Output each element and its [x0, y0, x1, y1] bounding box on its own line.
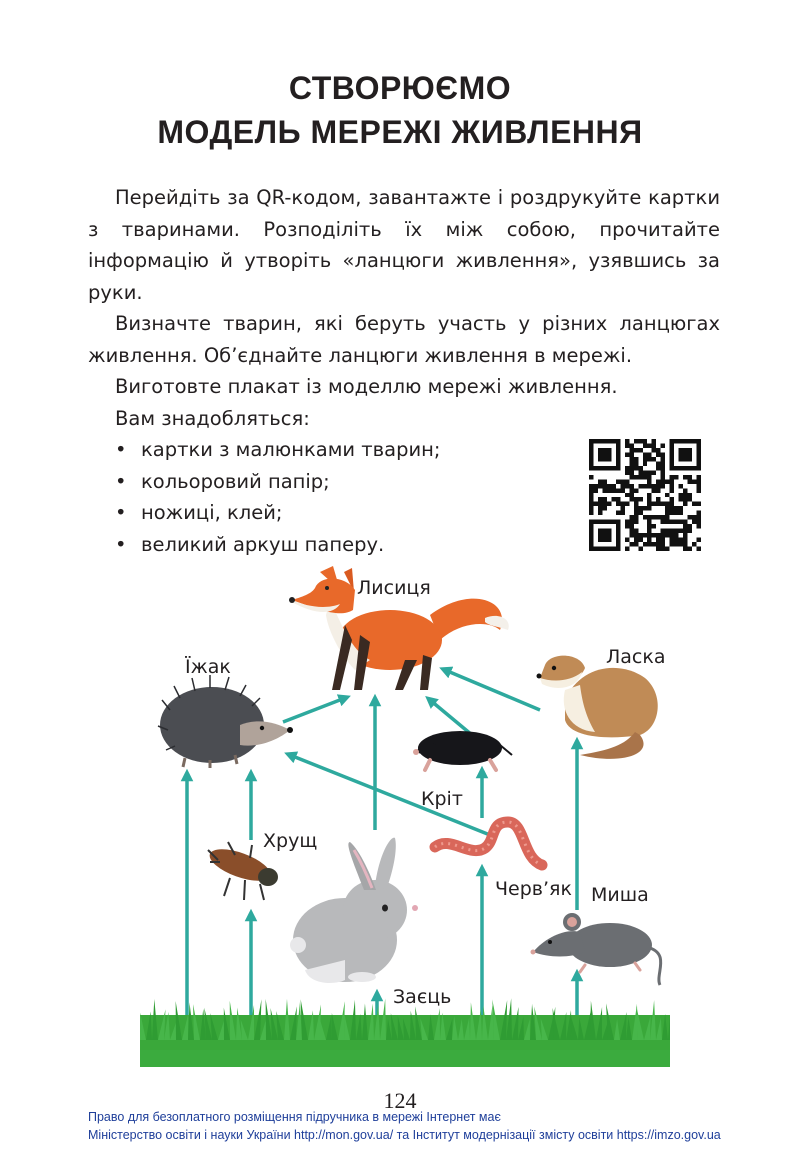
page-title — [0, 66, 800, 154]
list-item: • великий аркуш паперу. — [88, 529, 720, 561]
list-item: • кольоровий папір; — [88, 466, 720, 498]
bullet-icon: • — [115, 532, 127, 556]
arrow-weasel-fox — [445, 670, 540, 710]
page-number: 124 — [383, 1088, 417, 1113]
list-item: • картки з малюнками тварин; — [88, 434, 720, 466]
arrow-mole-fox — [430, 700, 472, 735]
worm-illustration — [435, 822, 542, 865]
bullet-icon: • — [115, 501, 127, 524]
hare-illustration — [290, 838, 418, 983]
label-fox: Лисиця — [357, 577, 431, 599]
label-beetle: Хрущ — [263, 830, 318, 852]
label-mouse: Миша — [591, 884, 649, 906]
qr-code[interactable] — [589, 439, 701, 551]
weasel-illustration — [537, 656, 658, 759]
mouse-illustration — [531, 913, 661, 985]
bullet-icon: • — [115, 438, 127, 461]
mole-illustration — [413, 731, 512, 770]
hedgehog-illustration — [158, 675, 293, 768]
paragraph-needs: Вам знадобляться: — [115, 406, 310, 430]
footer-line-2: Міністерство освіти і науки України http://mon.gov.ua/ та Інститут модернізації змісту освіти https://imzo.gov.ua — [88, 1128, 721, 1142]
label-mole: Кріт — [421, 788, 463, 810]
label-hedgehog: Їжак — [185, 656, 231, 678]
title-line-1: СТВОРЮЄМО — [288, 70, 512, 106]
paragraph-chains: Визначте тварин, які беруть участь у різних ланцюгах живлення. Об’єднайте ланцюги живлення в мережі. — [88, 312, 720, 367]
label-worm: Черв’як — [495, 878, 572, 900]
paragraph-qr: Перейдіть за QR-кодом, завантажте і роздрукуйте картки з тваринами. Розподіліть їх між собою, прочитайте інформацію й утворіть «ланцюги живлення», узявшись за руки. — [88, 186, 720, 304]
footer-copyright — [88, 1108, 721, 1144]
bullet-icon: • — [115, 469, 127, 493]
title-line-2: МОДЕЛЬ МЕРЕЖІ ЖИВЛЕННЯ — [157, 114, 643, 150]
label-hare: Заєць — [393, 986, 452, 1008]
label-weasel: Ласка — [606, 646, 666, 668]
footer-line-1: Право для безоплатного розміщення підручника в мережі Інтернет має — [88, 1110, 501, 1124]
grass-strip — [140, 998, 670, 1067]
arrow-hedgehog-fox — [283, 698, 345, 722]
list-item: • ножиці, клей; — [88, 497, 720, 529]
paragraph-poster: Виготовте плакат із моделлю мережі живлення. — [115, 375, 618, 398]
